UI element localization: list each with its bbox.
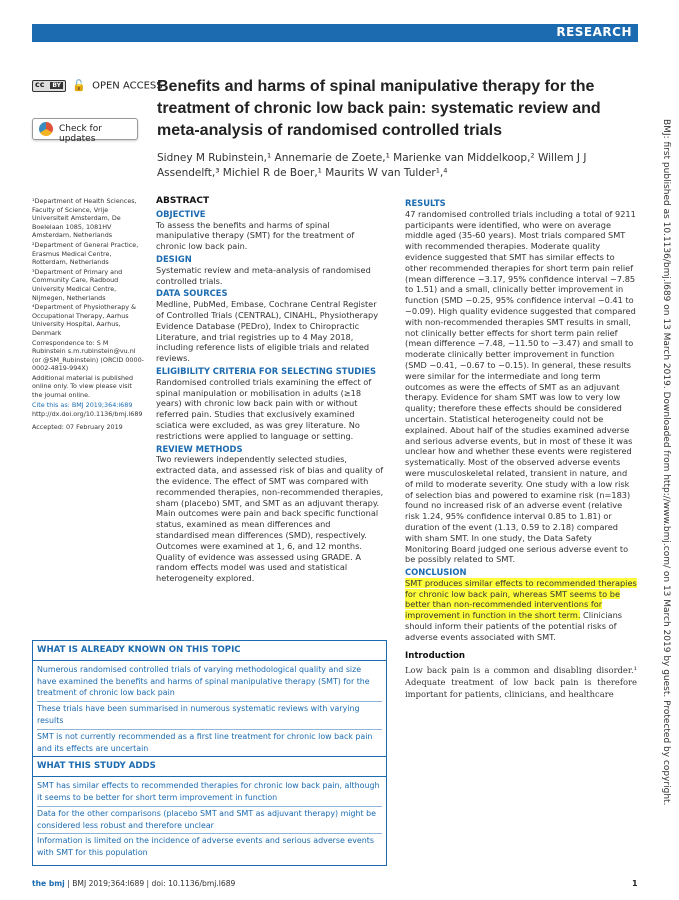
eligibility-text: Randomised controlled trials examining the effect of spinal manipulation or mobilisation in adults (≥18 years) with chronic low back pain with or without referred pain. Studies that exclusively examined sciatica were excluded, as was grey literature. No restrictions were applied to language or setting. [156,376,372,441]
list-item: Information is limited on the incidence of adverse events and serious adverse events with SMT for this population [37,836,374,858]
list-item: SMT is not currently recommended as a first line treatment for chronic low back pain and its effects are uncertain [37,731,373,753]
eligibility-heading: ELIGIBILITY CRITERIA FOR SELECTING STUDIES [156,365,377,376]
affiliation: ²Department of General Practice, Erasmus Medical Centre, Rotterdam, Netherlands [32,240,139,267]
design-heading: DESIGN [156,253,192,264]
conclusion-heading: CONCLUSION [405,567,467,578]
cite-as: Cite this as: BMJ 2019;364:l689 [32,400,133,409]
introduction-heading: Introduction [405,650,466,661]
open-lock-icon: 🔓 [72,79,86,92]
list-item: These trials have been summarised in numerous systematic reviews with varying results [37,702,382,730]
check-for-updates-button[interactable] [32,118,138,144]
results-heading: RESULTS [405,198,446,208]
additional-material-note: Additional material is published online only. To view please visit the journal online. [32,373,134,400]
affiliation: ⁴Department of Physiotherapy & Occupational Therapy, Aarhus University Hospital, Aarhus, Denmark [32,303,137,337]
section-bar [32,24,638,42]
crossmark-icon [39,122,53,136]
abstract-heading: ABSTRACT [156,196,210,206]
conclusion-rest: Clinicians should inform their patients of the potential risks of adverse events associated with SMT. [405,610,623,642]
footer-citation: | BMJ 2019;364:l689 | doi: 10.1136/bmj.l689 [67,879,236,888]
accepted-date: Accepted: 07 February 2019 [32,422,123,431]
data-sources-text: Medline, PubMed, Embase, Cochrane Central Register of Controlled Trials (CENTRAL), CINAHL, Physiotherapy Evidence Database (PEDro), Index to Chiropractic Literature, and trial registries up to 4 May 2018, including reference lists of eligible trials and related reviews. [156,299,379,364]
introduction-text: Low back pain is a common and disabling disorder.¹ Adequate treatment of low back pain is therefore important for patients, clinicians, and healthcare [405,665,637,700]
abstract-column-left [156,196,384,584]
doi-link[interactable]: http://dx.doi.org/10.1136/bmj.l689 [32,410,143,419]
open-access-label: OPEN ACCESS [92,80,163,92]
results-text: 47 randomised controlled trials including a total of 9211 participants were identified, who were on average middle aged (35-60 years). Most trials compared SMT with recommended therapies. Moderate quality evidence suggested that SMT has similar effects to other recommended therapies for short term pain relief (mean difference −3.17, 95% confidence interval −7.85 to 1.51) and a small, clinically better improvement in function (SMD −0.25, 95% confidence interval −0.41 to −0.09). High quality evidence suggested that compared with non-recommended therapies SMT results in small, not clinically better effects for short term pain relief (mean difference −7.48, −11.50 to −3.47) and small to moderate clinically better improvement in function (SMD −0.41, −0.67 to −0.15). In general, these results were similar for the intermediate and long term outcomes as were the effects of SMT as an adjuvant therapy. Evidence for sham SMT was low to very low quality; therefore these effects should be considered uncertain. Statistical heterogeneity could not be explained. About half of the studies examined adverse and serious adverse events, but in most of these it was unclear how and whether these events were registered systematically. Most of the observed adverse events were musculoskeletal related, transient in nature, and of mild to moderate severity. One study with a low risk of selection bias and powered to examine risk (n=183) found no increased risk of an adverse event (relative risk 1.24, 95% confidence interval 0.85 to 1.81) or duration of the event (1.13, 0.59 to 2.18) compared with sham SMT. In one study, the Data Safety Monitoring Board judged one serious adverse event to be possibly related to SMT. [405,208,636,565]
review-methods-text: Two reviewers independently selected studies, extracted data, and assessed risk of bias and quality of the evidence. The effect of SMT was compared with recommended therapies, non-recommended therapies, sham (placebo) SMT, and SMT as an adjuvant therapy. Main outcomes were pain and back specific functional status, examined as mean differences and standardised mean differences (SMD), respectively. Outcomes were examined at 1, 6, and 12 months. Quality of evidence was assessed using GRADE. A random effects model was used and statistical heterogeneity explored. [156,454,384,584]
page-footer [32,879,235,888]
check-updates-label: Check for updates [59,124,102,144]
section-label: RESEARCH [556,25,632,39]
conclusion-highlight: SMT produces similar effects to recommended therapies for chronic low back pain, whereas SMT seems to be better than non-recommended interventions for improvement in function in the short term. [405,577,637,621]
list-item: SMT has similar effects to recommended therapies for chronic low back pain, although it seems to be better for short term improvement in function [37,779,382,807]
objective-text: To assess the benefits and harms of spinal manipulative therapy (SMT) for the treatment of chronic low back pain. [156,219,355,252]
list-item: Data for the other comparisons (placebo SMT and SMT as adjuvant therapy) might be considered less robust and therefore unclear [37,807,382,835]
list-item: Numerous randomised controlled trials of varying methodological quality and size have examined the benefits and harms of spinal manipulative therapy (SMT) for the treatment of chronic low back pain [37,663,382,702]
affiliation: ¹Department of Health Sciences, Faculty of Science, Vrije Universiteit Amsterdam, De Boelelaan 1085, 1081HV Amsterdam, Netherlands [32,197,137,240]
author-list: Sidney M Rubinstein,¹ Annemarie de Zoete,¹ Marienke van Middelkoop,² Willem J J Assendelft,³ Michiel R de Boer,¹ Maurits W van Tulder¹,⁴ [157,152,587,179]
correspondence: Correspondence to: S M Rubinstein s.m.rubinstein@vu.nl (or @SM_Rubinstein) (ORCID 0000-0002-4819-994X) [32,338,144,373]
objective-heading: OBJECTIVE [156,208,206,219]
data-sources-heading: DATA SOURCES [156,288,228,299]
known-heading: WHAT IS ALREADY KNOWN ON THIS TOPIC [33,641,386,661]
abstract-column-right [405,196,637,700]
review-methods-heading: REVIEW METHODS [156,443,243,454]
adds-list [33,777,386,861]
known-list [33,661,386,757]
summary-box [32,640,387,866]
design-text: Systematic review and meta-analysis of randomised controlled trials. [156,264,371,286]
adds-heading: WHAT THIS STUDY ADDS [33,756,386,777]
vertical-copyright-strip [660,120,672,820]
journal-brand: the bmj [32,879,65,888]
open-access-badge[interactable] [32,79,163,92]
article-title: Benefits and harms of spinal manipulative therapy for the treatment of chronic low back pain: systematic review and meta-analysis of randomised controlled trials [157,78,601,139]
affiliations-panel [32,197,144,432]
creative-commons-icon [32,80,66,92]
page-number: 1 [632,879,638,888]
conclusion-text [405,578,637,643]
vertical-copyright-text: BMJ: first published as 10.1136/bmj.l689 on 13 March 2019. Downloaded from http://www.bmj.com/ on 13 March 2019 by guest. Protected by copyright. [661,119,671,806]
affiliation: ³Department of Primary and Community Care, Radboud University Medical Centre, Nijmegen, Netherlands [32,267,123,302]
